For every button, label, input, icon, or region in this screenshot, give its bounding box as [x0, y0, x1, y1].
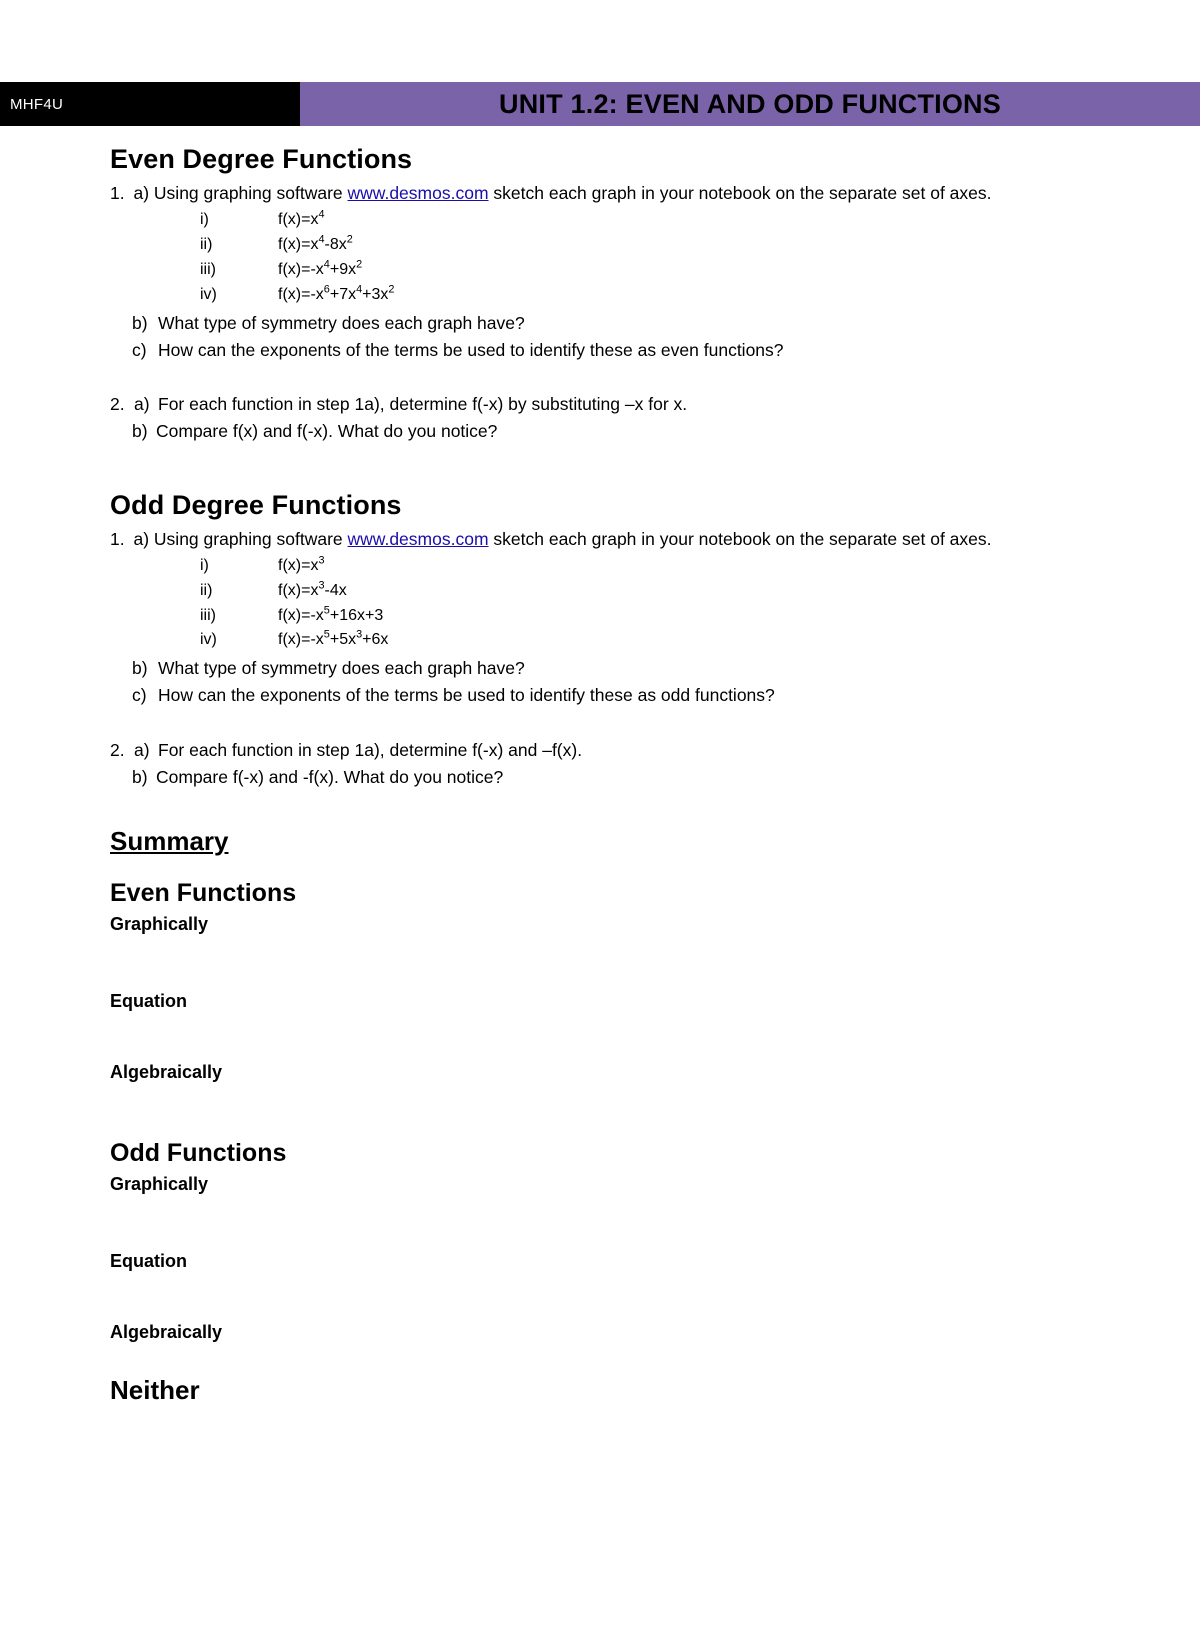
- unit-title-text: UNIT 1.2: EVEN AND ODD FUNCTIONS: [499, 88, 1001, 119]
- even-q2b-label: b): [132, 421, 148, 442]
- even-q1b-text: What type of symmetry does each graph have?: [158, 312, 525, 333]
- even-functions-list: [110, 208, 1090, 307]
- desmos-link-odd[interactable]: www.desmos.com: [347, 528, 489, 549]
- odd-q1c-text: How can the exponents of the terms be used to identify these as odd functions?: [158, 685, 775, 706]
- spacer: [110, 364, 1090, 390]
- list-item: [110, 233, 1090, 258]
- even-degree-functions-heading: Even Degree Functions: [110, 144, 413, 174]
- odd-q1b-label: b): [132, 658, 148, 679]
- odd-algebraically-label: Algebraically: [110, 1322, 223, 1343]
- list-item: [110, 283, 1090, 308]
- spacer: [110, 710, 1090, 736]
- even-fn-3-label: iii): [200, 260, 216, 278]
- odd-q1b-text: What type of symmetry does each graph have?: [158, 658, 525, 679]
- odd-equation-answer-area[interactable]: [110, 1272, 1090, 1322]
- even-q1a-text-after: sketch each graph in your notebook on the separate set of axes.: [493, 183, 992, 203]
- even-q1a-paragraph: [110, 181, 1090, 206]
- odd-q2a-text: For each function in step 1a), determine f(-x) and –f(x).: [158, 739, 583, 760]
- even-fn-1-label: i): [200, 211, 209, 229]
- odd-q1a-text-after: sketch each graph in your notebook on the separate set of axes.: [493, 528, 992, 549]
- course-code-badge: [0, 82, 300, 126]
- even-q1c-item: [110, 337, 1090, 363]
- even-q1b-item: [110, 310, 1090, 336]
- even-fn-1-expr: $f(x)=x^4$: [278, 209, 325, 229]
- even-q2-number: 2.: [110, 394, 125, 415]
- odd-q1a-text-before: Using graphing software: [153, 528, 343, 549]
- even-fn-2-label: ii): [200, 236, 213, 254]
- odd-q1a-label: a): [133, 528, 150, 549]
- even-q1c-label: c): [132, 339, 147, 360]
- course-code-text: MHF4U: [10, 95, 64, 113]
- odd-q1-number: 1.: [110, 528, 125, 549]
- even-fn-2-expr: $f(x)=x^4-8x^2$: [278, 233, 353, 254]
- even-fn-3-expr: $f(x)=-x^4+9x^2$: [278, 258, 363, 278]
- even-q1b-label: b): [132, 312, 148, 333]
- odd-fn-3-expr: $f(x)=-x^5+16x+3$: [278, 604, 384, 624]
- even-q2a-label: a): [134, 394, 150, 415]
- even-equation-label: Equation: [110, 991, 187, 1012]
- document-page: [0, 82, 1200, 1635]
- odd-q1c-item: [110, 682, 1090, 708]
- odd-degree-functions-heading: Odd Degree Functions: [110, 489, 402, 520]
- odd-q2b-label: b): [132, 766, 148, 787]
- odd-q1b-item: [110, 655, 1090, 681]
- odd-equation-label: Equation: [110, 1251, 187, 1272]
- odd-q2b-text: Compare f(-x) and -f(x). What do you notice?: [156, 766, 504, 787]
- list-item: [110, 604, 1090, 629]
- even-q1-number: 1.: [110, 183, 125, 203]
- even-q1a-label: a): [133, 183, 150, 203]
- odd-functions-summary-heading: Odd Functions: [110, 1139, 287, 1168]
- odd-q1a-paragraph: [110, 527, 1090, 552]
- odd-q1c-label: c): [132, 685, 147, 706]
- unit-title-banner: [300, 82, 1200, 126]
- odd-graphically-label: Graphically: [110, 1174, 209, 1195]
- even-q2a-item: [110, 391, 1090, 417]
- spacer: [110, 446, 1090, 472]
- even-functions-summary-heading: Even Functions: [110, 879, 297, 908]
- list-item: [110, 579, 1090, 604]
- desmos-link-even[interactable]: www.desmos.com: [347, 183, 489, 203]
- even-algebraically-answer-area[interactable]: [110, 1083, 1090, 1139]
- even-algebraically-label: Algebraically: [110, 1062, 223, 1083]
- odd-fn-1-expr: $f(x)=x^3$: [278, 554, 325, 574]
- summary-heading: Summary: [110, 826, 229, 857]
- even-fn-4-expr: $f(x)=-x^6+7x^4+3x^2$: [278, 283, 395, 303]
- even-fn-4-label: iv): [200, 285, 217, 303]
- odd-q2-number: 2.: [110, 739, 125, 760]
- odd-fn-2-expr: $f(x)=x^3-4x$: [278, 579, 347, 599]
- odd-q2a-label: a): [134, 739, 150, 760]
- even-q1a-text-before: Using graphing software: [153, 183, 343, 203]
- neither-heading: Neither: [110, 1375, 200, 1406]
- list-item: [110, 208, 1090, 233]
- even-graphically-label: Graphically: [110, 914, 209, 935]
- odd-q2a-item: [110, 737, 1090, 763]
- document-header-banner: [0, 82, 1200, 126]
- odd-fn-4-label: iv): [200, 631, 217, 649]
- odd-functions-list: [110, 554, 1090, 653]
- list-item: [110, 628, 1090, 653]
- odd-fn-2-label: ii): [200, 581, 213, 599]
- odd-graphically-answer-area[interactable]: [110, 1195, 1090, 1251]
- even-graphically-answer-area[interactable]: [110, 935, 1090, 991]
- odd-q2b-item: [110, 764, 1090, 790]
- odd-fn-4-expr: $f(x)=-x^5+5x^3+6x$: [278, 629, 389, 649]
- odd-fn-3-label: iii): [200, 606, 216, 624]
- list-item: [110, 554, 1090, 579]
- document-body: [0, 144, 1200, 1406]
- list-item: [110, 258, 1090, 283]
- even-equation-answer-area[interactable]: [110, 1012, 1090, 1062]
- even-q1c-text: How can the exponents of the terms be used to identify these as even functions?: [158, 339, 784, 360]
- even-q2a-text: For each function in step 1a), determine f(-x) by substituting –x for x.: [158, 394, 688, 415]
- odd-fn-1-label: i): [200, 556, 209, 574]
- even-q2b-text: Compare f(x) and f(-x). What do you notice?: [156, 421, 498, 442]
- even-q2b-item: [110, 418, 1090, 444]
